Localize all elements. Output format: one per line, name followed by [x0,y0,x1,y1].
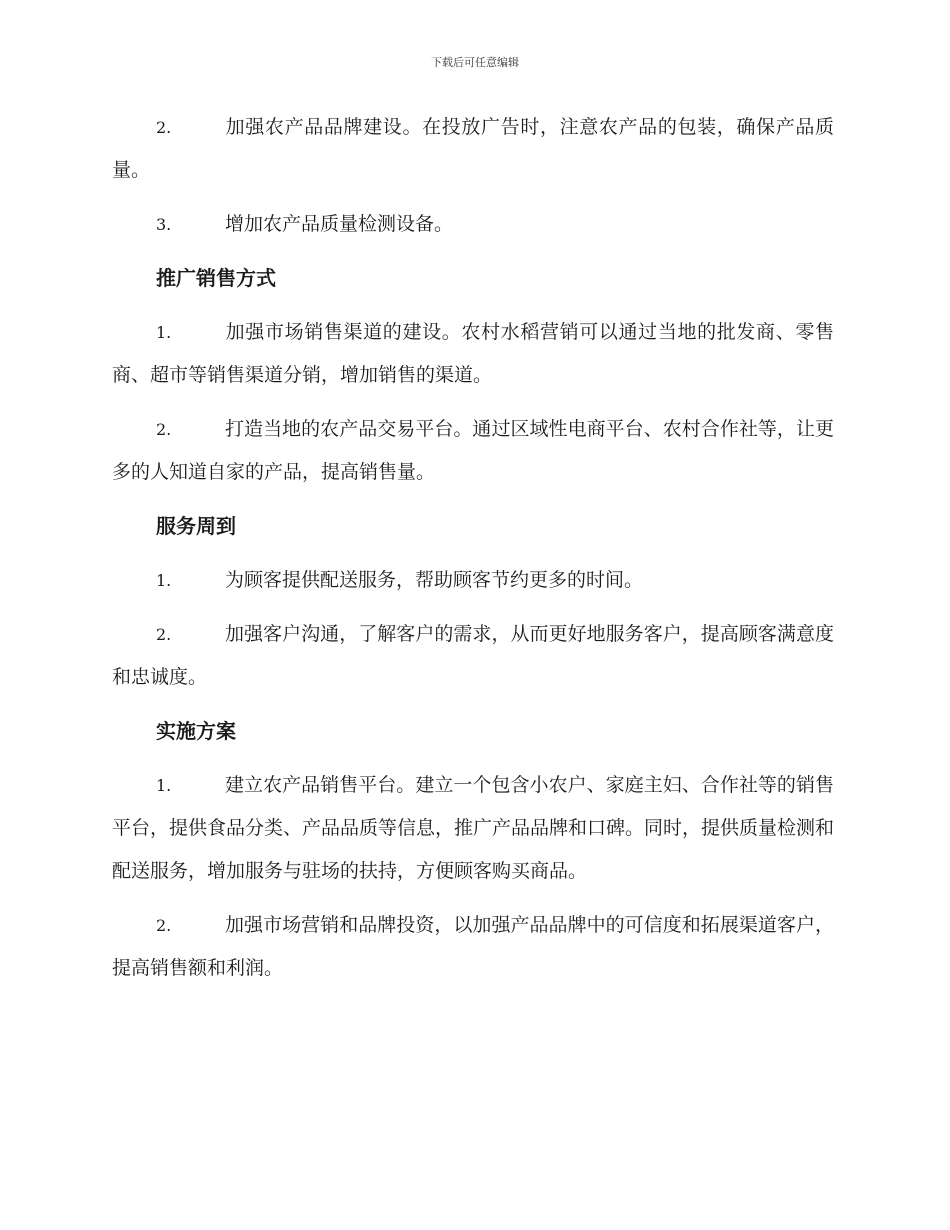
list-item [112,408,834,494]
list-item-text: 打造当地的农产品交易平台。通过区域性电商平台、农村合作社等，让更多的人知道自家的产品，提高销售量。 [112,418,834,483]
list-item-number: 2. [156,118,172,137]
list-item-text: 加强市场销售渠道的建设。农村水稻营销可以通过当地的批发商、零售商、超市等销售渠道分销，增加销售的渠道。 [112,321,834,386]
section-heading: 服务周到 [156,514,236,538]
document-body [112,106,834,1001]
list-item-text: 加强农产品品牌建设。在投放广告时，注意农产品的包装，确保产品质量。 [112,116,834,181]
list-item [112,613,834,699]
list-item-text: 加强市场营销和品牌投资，以加强产品品牌中的可信度和拓展渠道客户，提高销售额和利润。 [112,914,834,979]
section-heading: 推广销售方式 [156,266,276,290]
list-item-text: 加强客户沟通，了解客户的需求，从而更好地服务客户，提高顾客满意度和忠诚度。 [112,623,834,688]
list-item [112,311,834,397]
header-note: 下载后可任意编辑 [431,56,519,69]
list-item [112,203,834,246]
section-heading: 实施方案 [156,719,236,743]
list-item-number: 1. [156,323,172,342]
list-item-text: 增加农产品质量检测设备。 [225,213,454,235]
list-item-number: 3. [156,215,172,234]
list-item-number: 2. [156,420,172,439]
list-item-number: 2. [156,916,172,935]
list-item [112,904,834,990]
list-item-number: 1. [156,571,172,590]
list-item [112,764,834,893]
list-item [112,106,834,192]
list-item [112,559,834,602]
list-item-number: 2. [156,625,172,644]
list-item-text: 为顾客提供配送服务，帮助顾客节约更多的时间。 [225,569,644,591]
list-item-text: 建立农产品销售平台。建立一个包含小农户、家庭主妇、合作社等的销售平台，提供食品分类、产品品质等信息，推广产品品牌和口碑。同时，提供质量检测和配送服务，增加服务与驻场的扶持，方便顾客购买商品。 [112,774,835,882]
list-item-number: 1. [156,776,172,795]
